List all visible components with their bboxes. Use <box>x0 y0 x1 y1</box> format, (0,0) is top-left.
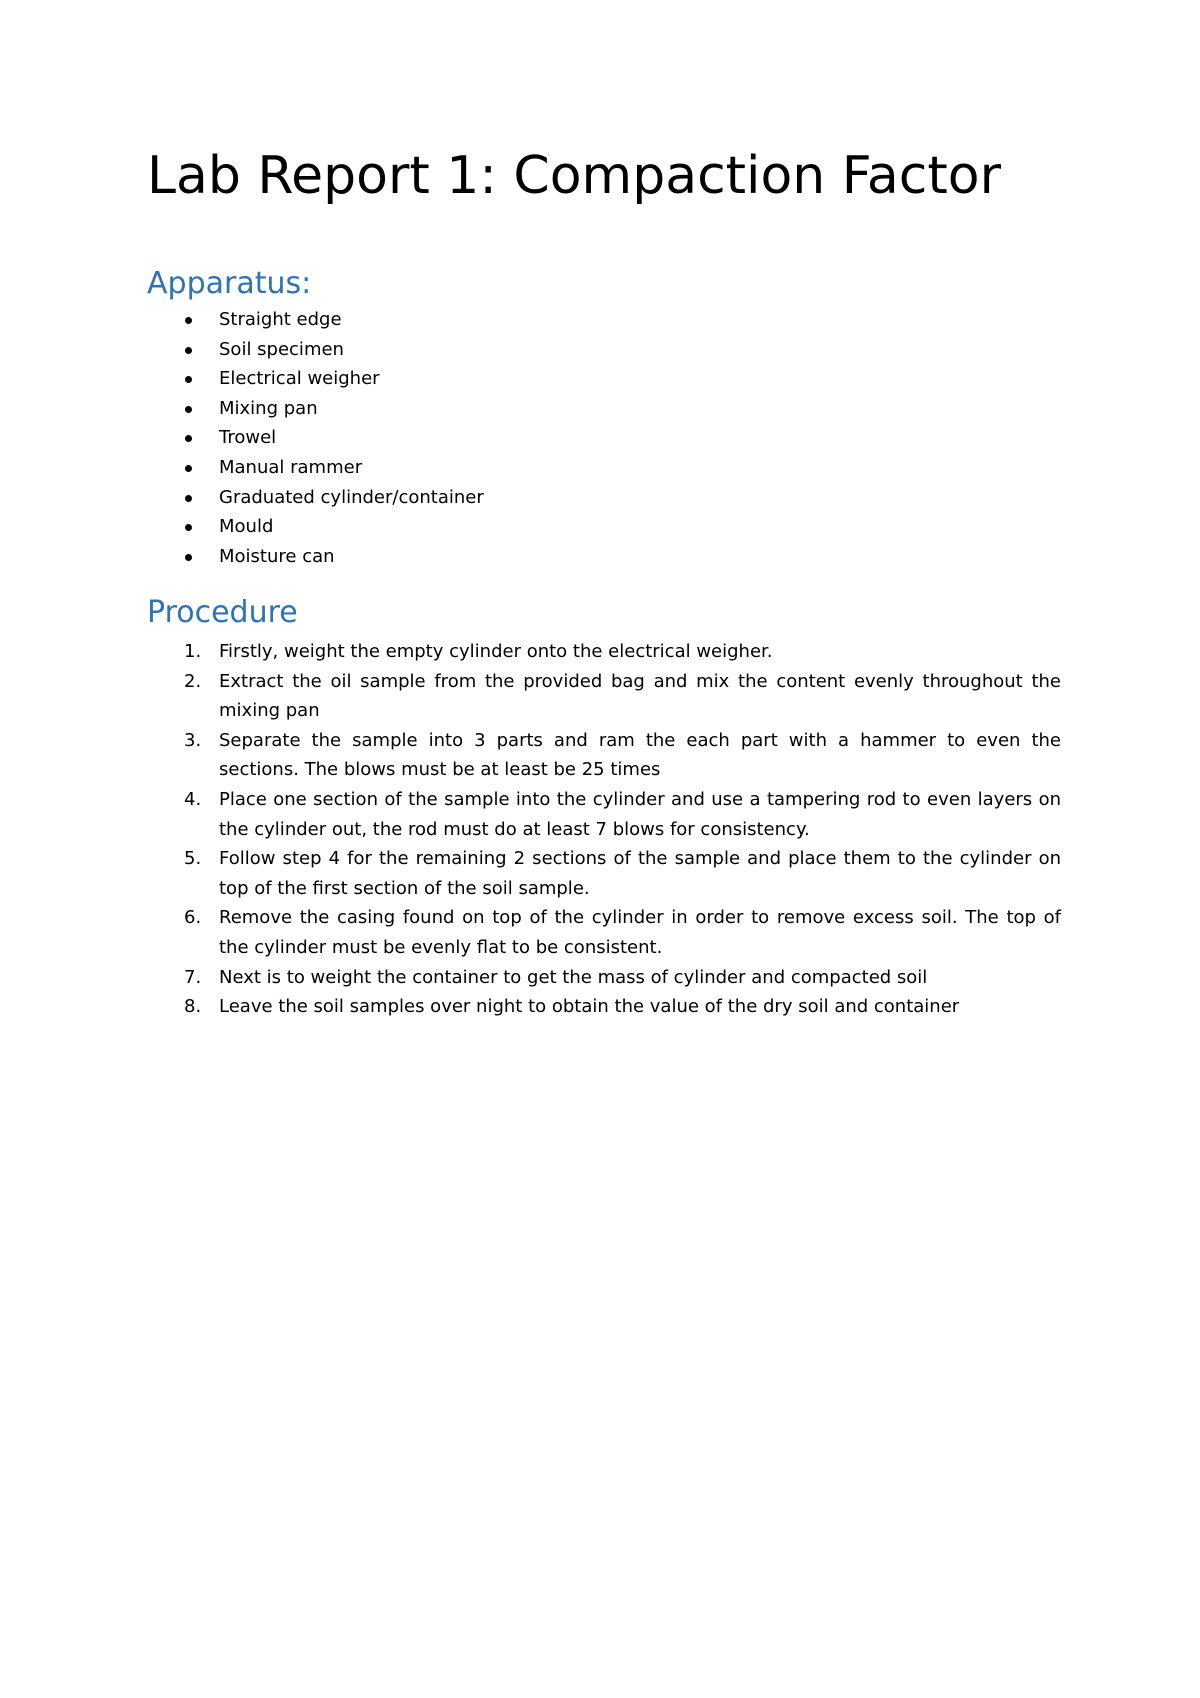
bullet-icon <box>185 495 192 502</box>
page-title: Lab Report 1: Compaction Factor <box>147 146 1001 206</box>
procedure-heading: Procedure <box>147 595 298 630</box>
list-item <box>147 512 484 542</box>
procedure-step <box>147 667 1061 726</box>
step-text: Next is to weight the container to get the mass of cylinder and compacted soil <box>219 966 928 988</box>
step-text: Separate the sample into 3 parts and ram the each part with a hammer to even the sections. The blows must be at least be 25 times <box>219 729 1061 781</box>
bullet-icon <box>185 317 192 324</box>
list-item <box>147 335 484 365</box>
step-number: 5. <box>184 848 202 870</box>
step-number: 4. <box>184 788 202 810</box>
list-item <box>147 305 484 335</box>
procedure-step <box>147 903 1061 962</box>
apparatus-item-label: Graduated cylinder/container <box>219 486 484 508</box>
step-number: 6. <box>184 907 202 929</box>
bullet-icon <box>185 347 192 354</box>
bullet-icon <box>185 524 192 531</box>
step-number: 7. <box>184 966 202 988</box>
step-number: 2. <box>184 670 202 692</box>
step-text: Follow step 4 for the remaining 2 sections of the sample and place them to the cylinder on top of the first section of the soil sample. <box>219 848 1061 899</box>
list-item <box>147 423 484 453</box>
apparatus-item-label: Manual rammer <box>219 456 363 478</box>
procedure-step <box>147 963 1061 993</box>
procedure-step <box>147 844 1061 903</box>
procedure-step <box>147 726 1061 785</box>
list-item <box>147 542 484 572</box>
step-text: Remove the casing found on top of the cylinder in order to remove excess soil. The top of the cylinder must be evenly flat to be consistent. <box>219 907 1061 958</box>
list-item <box>147 364 484 394</box>
procedure-step <box>147 637 1061 667</box>
apparatus-item-label: Mould <box>219 516 274 538</box>
step-text: Firstly, weight the empty cylinder onto the electrical weigher. <box>219 641 773 662</box>
step-text: Leave the soil samples over night to obtain the value of the dry soil and container <box>219 996 960 1018</box>
bullet-icon <box>185 554 192 561</box>
bullet-icon <box>185 406 192 413</box>
apparatus-item-label: Moisture can <box>219 545 335 567</box>
apparatus-item-label: Electrical weigher <box>219 368 380 390</box>
bullet-icon <box>185 435 192 442</box>
list-item <box>147 483 484 513</box>
list-item <box>147 453 484 483</box>
list-item <box>147 394 484 424</box>
step-number: 8. <box>184 996 202 1018</box>
step-number: 1. <box>184 641 202 662</box>
bullet-icon <box>185 465 192 472</box>
apparatus-item-label: Mixing pan <box>219 397 318 419</box>
apparatus-item-label: Straight edge <box>219 309 342 330</box>
bullet-icon <box>185 376 192 383</box>
step-text: Place one section of the sample into the cylinder and use a tampering rod to even layers on the cylinder out, the rod must do at least 7 blows for consistency. <box>219 788 1061 840</box>
step-number: 3. <box>184 729 202 751</box>
procedure-step <box>147 992 1061 1022</box>
procedure-list <box>147 637 1061 1022</box>
apparatus-item-label: Soil specimen <box>219 338 344 360</box>
apparatus-item-label: Trowel <box>219 427 277 449</box>
apparatus-heading: Apparatus: <box>147 266 312 301</box>
procedure-step <box>147 785 1061 844</box>
step-text: Extract the oil sample from the provided bag and mix the content evenly throughout the mixing pan <box>219 670 1061 722</box>
apparatus-list <box>147 305 484 571</box>
